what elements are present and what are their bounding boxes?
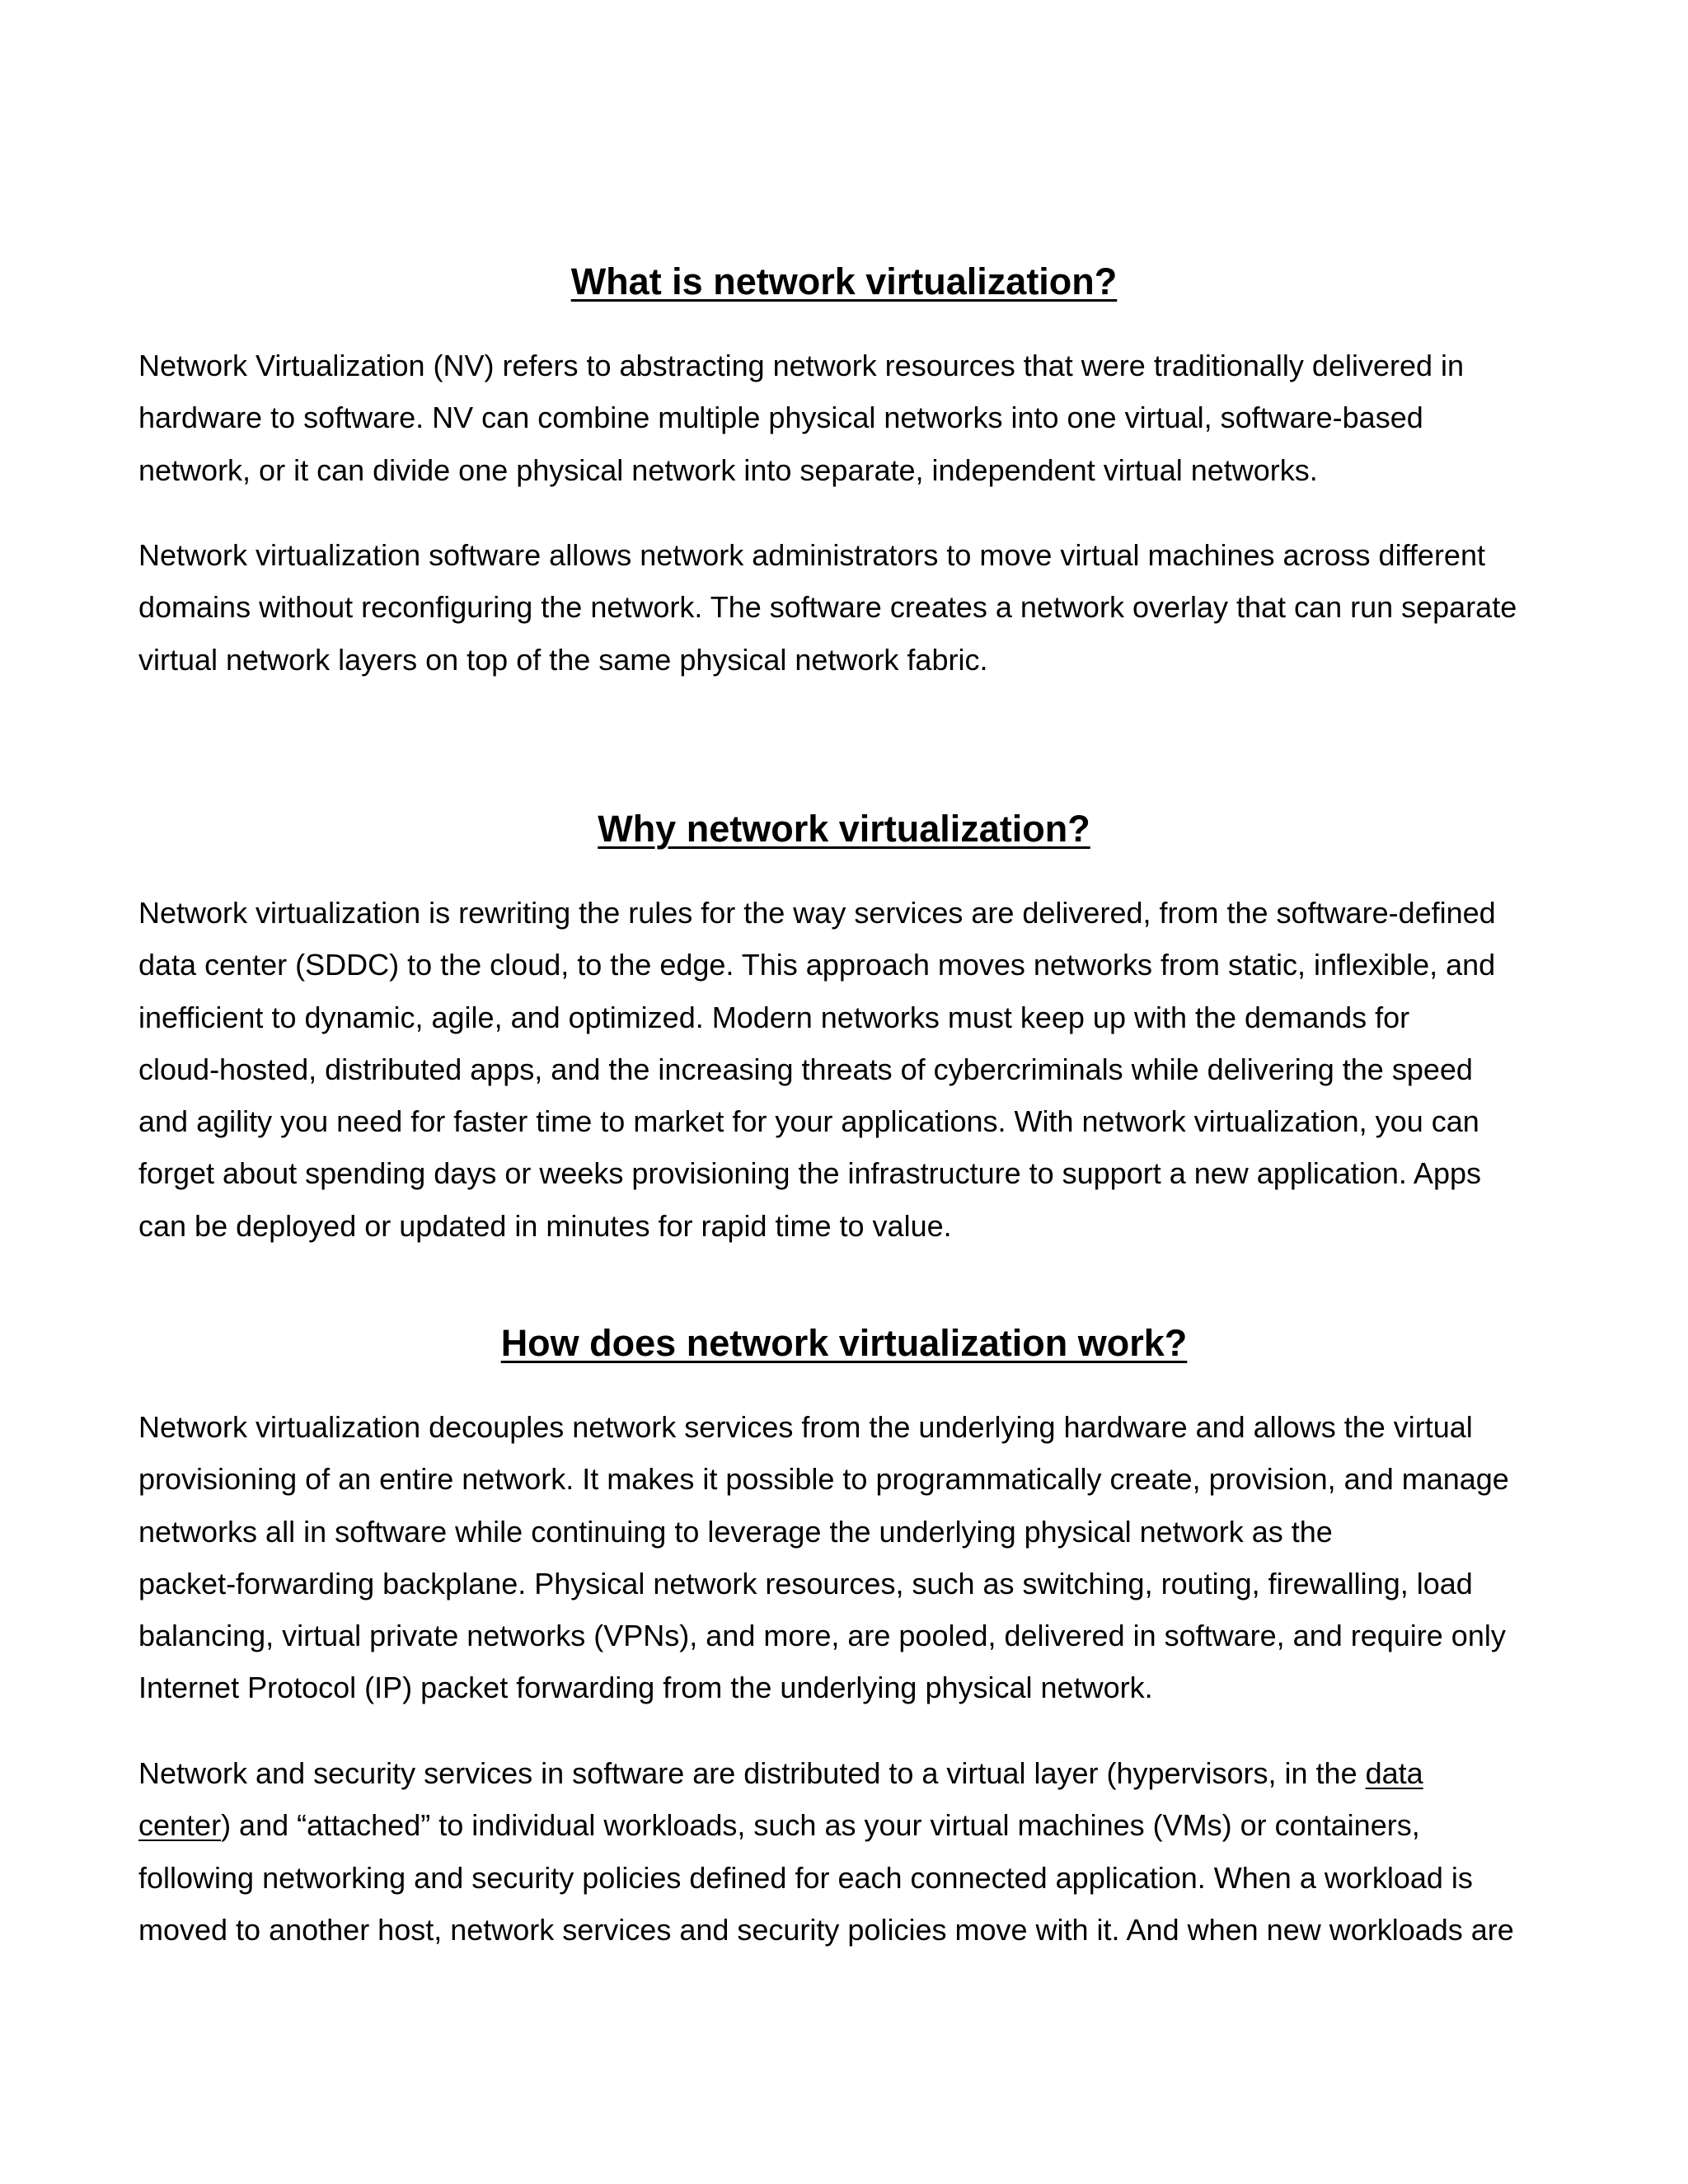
text-line <box>138 1799 1550 1851</box>
text-line: data center (SDDC) to the cloud, to the edge. This approach moves networks from static, inflexible, and <box>138 948 1496 982</box>
paragraph-why-1 <box>138 887 1550 1252</box>
text-segment: ) and “attached” to individual workloads, such as your virtual machines (VMs) or containers, <box>221 1808 1420 1843</box>
text-line: Network virtualization software allows network administrators to move virtual machines across different <box>138 538 1485 572</box>
text-line: Network Virtualization (NV) refers to abstracting network resources that were traditionally delivered in <box>138 349 1465 382</box>
paragraph-what-2 <box>138 529 1550 686</box>
text-line: forget about spending days or weeks provisioning the infrastructure to support a new application. Apps <box>138 1156 1481 1191</box>
section-heading-why: Why network virtualization? <box>598 808 1090 850</box>
text-line: and agility you need for faster time to market for your applications. With network virtualization, you can <box>138 1104 1479 1139</box>
data-center-link[interactable]: data <box>1365 1756 1423 1790</box>
paragraph-how-1 <box>138 1401 1550 1714</box>
paragraph-how-2 <box>138 1747 1550 1956</box>
text-line: Network virtualization is rewriting the rules for the way services are delivered, from the software-defined <box>138 896 1496 930</box>
text-line: provisioning of an entire network. It makes it possible to programmatically create, provision, and manage <box>138 1462 1509 1497</box>
text-line: network, or it can divide one physical network into separate, independent virtual networks. <box>138 452 1318 487</box>
text-line: can be deployed or updated in minutes for rapid time to value. <box>138 1208 952 1243</box>
text-line: cloud-hosted, distributed apps, and the increasing threats of cybercriminals while delivering the speed <box>138 1052 1473 1086</box>
text-line: domains without reconfiguring the network. The software creates a network overlay that can run separate <box>138 590 1517 625</box>
text-segment: Network and security services in software are distributed to a virtual layer (hypervisors, in the <box>138 1756 1366 1790</box>
text-line: virtual network layers on top of the same physical network fabric. <box>138 642 988 677</box>
text-line: Network virtualization decouples network services from the underlying hardware and allows the virtual <box>138 1410 1473 1444</box>
section-heading-what: What is network virtualization? <box>570 260 1118 302</box>
text-line: Internet Protocol (IP) packet forwarding from the underlying physical network. <box>138 1671 1153 1705</box>
text-line: balancing, virtual private networks (VPNs), and more, are pooled, delivered in software, and require only <box>138 1619 1506 1653</box>
text-line <box>138 1747 1550 1799</box>
text-line: hardware to software. NV can combine multiple physical networks into one virtual, software-based <box>138 401 1423 435</box>
paragraph-what-1 <box>138 340 1550 496</box>
text-line: inefficient to dynamic, agile, and optimized. Modern networks must keep up with the demands for <box>138 1000 1410 1034</box>
data-center-link-continued[interactable]: center <box>138 1808 222 1843</box>
text-line: moved to another host, network services and security policies move with it. And when new workloads are <box>138 1912 1514 1947</box>
text-line: following networking and security policies defined for each connected application. When a workload is <box>138 1860 1473 1895</box>
text-line: networks all in software while continuing to leverage the underlying physical network as the <box>138 1514 1333 1549</box>
text-line: packet-forwarding backplane. Physical network resources, such as switching, routing, firewalling, load <box>138 1566 1473 1601</box>
section-heading-how: How does network virtualization work? <box>500 1322 1188 1364</box>
